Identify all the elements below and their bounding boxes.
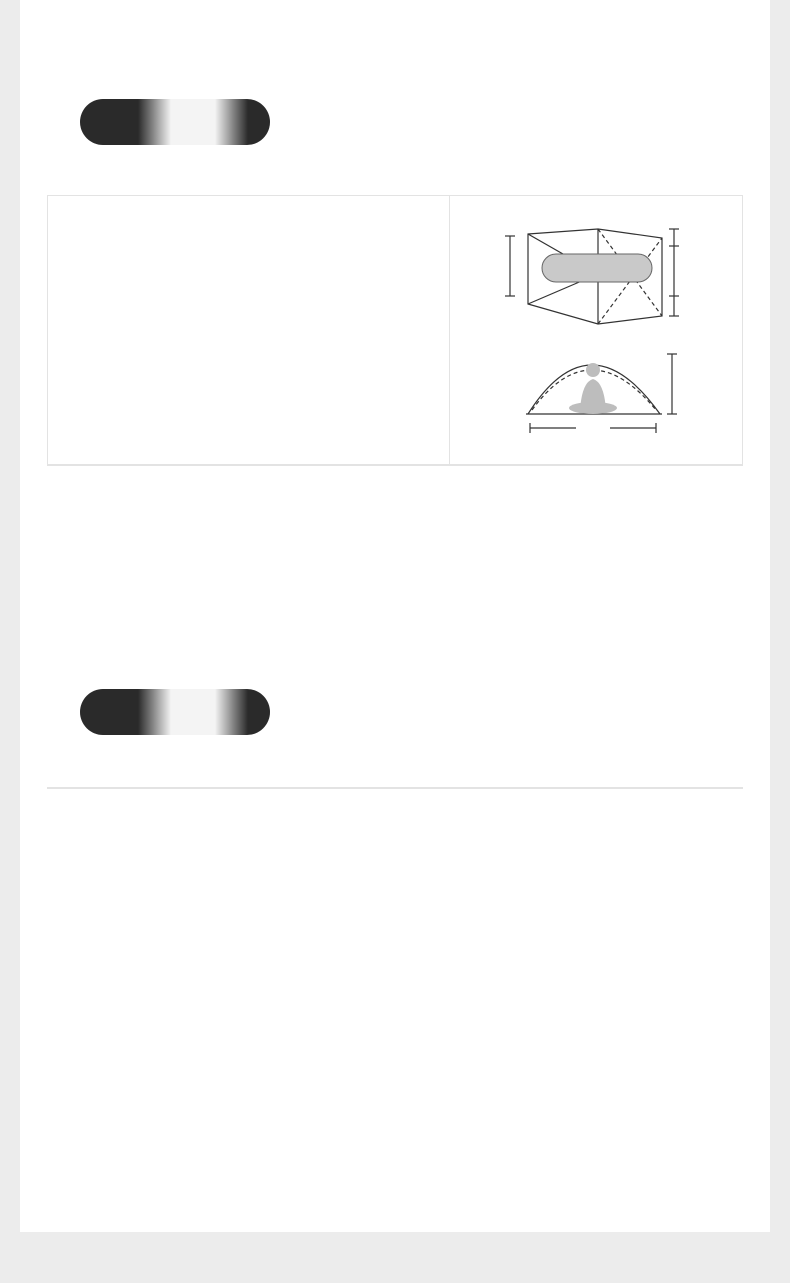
tent-dimension-diagram xyxy=(450,196,742,460)
material-spec-table xyxy=(47,787,743,789)
sleeping-pad-icon xyxy=(542,254,652,282)
spec-top-block xyxy=(48,196,742,465)
section-title-product xyxy=(80,99,270,145)
page-card xyxy=(20,0,770,1232)
section-title-material xyxy=(80,689,270,735)
sitting-person-icon xyxy=(569,363,617,414)
tent-diagram xyxy=(450,196,742,464)
spec-top-rows xyxy=(48,196,450,464)
product-spec-table xyxy=(47,195,743,466)
